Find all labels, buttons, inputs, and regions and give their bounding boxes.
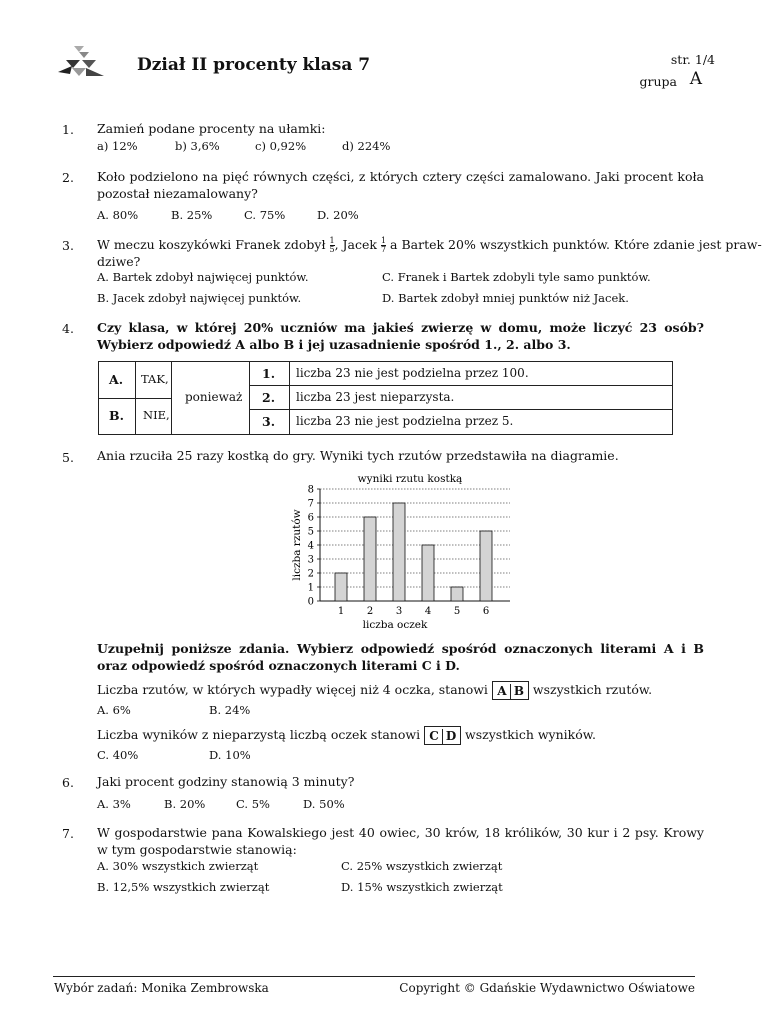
reason-number: 3. (262, 414, 276, 429)
answer-option: b) 3,6% (175, 139, 220, 153)
question-number: 6. (62, 775, 74, 790)
bar (335, 573, 347, 601)
y-tick-label: 5 (307, 526, 314, 538)
question-text: Ania rzuciła 25 razy kostką do gry. Wyniki tych rzutów przedstawiła na diagramie. (97, 448, 619, 463)
choice-box-cd[interactable] (424, 726, 461, 745)
bar (451, 587, 463, 601)
answer-option: D. 20% (317, 208, 359, 222)
option-a-letter: A. (109, 372, 124, 387)
bar (480, 531, 492, 601)
x-tick-label: 6 (482, 606, 490, 617)
question-number: 3. (62, 238, 74, 253)
answer-option: d) 224% (342, 139, 391, 153)
y-tick-label: 2 (307, 568, 314, 580)
option-b-letter: B. (109, 408, 124, 423)
question-text: W gospodarstwie pana Kowalskiego jest 40 owiec, 30 krów, 18 królików, 30 kur i 2 psy. Krowy w tym gospodarstwie stanowią: (97, 825, 704, 857)
answer-option: A. Bartek zdobył najwięcej punktów. (97, 270, 309, 284)
bar (393, 503, 405, 601)
answer-table (98, 361, 673, 435)
question-number: 4. (62, 321, 74, 336)
option-a-label: TAK, (141, 372, 169, 386)
answer-option: C. 25% wszystkich zwierząt (341, 859, 503, 873)
question-number: 2. (62, 170, 74, 185)
choice-c[interactable]: C (426, 729, 443, 744)
question-text: Zamień podane procenty na ułamki: (97, 121, 326, 136)
answer-option: B. 12,5% wszystkich zwierząt (97, 880, 270, 894)
y-tick-label: 8 (307, 484, 314, 496)
answer-option: C. 40% (97, 748, 139, 762)
question-text: W meczu koszykówki Franek zdobył $\frac{1}{5}$ , Jacek $\frac{1}{7}$ a Bartek 20% wszystkich punktów. Które zdanie jest praw- (97, 236, 762, 254)
footer-divider (53, 976, 695, 977)
answer-option: A. 6% (97, 703, 131, 717)
answer-option: a) 12% (97, 139, 138, 153)
answer-option: D. 15% wszystkich zwierząt (341, 880, 503, 894)
answer-option: c) 0,92% (255, 139, 307, 153)
y-tick-label: 1 (307, 582, 314, 594)
reason-number: 2. (262, 390, 276, 405)
y-tick-label: 7 (307, 498, 314, 510)
answer-option: D. 50% (303, 797, 345, 811)
reason-number: 1. (262, 366, 276, 381)
because-label: ponieważ (185, 390, 243, 404)
choice-d[interactable]: D (445, 729, 457, 743)
question-text: Koło podzielono na pięć równych części, z których cztery części zamalowano. Jaki procent koła pozostał niezamalowany? (97, 169, 704, 201)
y-tick-label: 0 (307, 596, 314, 608)
answer-option: A. 80% (97, 208, 139, 222)
option-b-label: NIE, (143, 408, 170, 422)
answer-option: B. Jacek zdobył najwięcej punktów. (97, 291, 302, 305)
x-axis-label: liczba oczek (362, 619, 428, 631)
answer-option: A. 3% (97, 797, 131, 811)
y-tick-label: 6 (307, 512, 314, 524)
x-tick-label: 5 (453, 606, 461, 617)
x-tick-label: 2 (366, 606, 374, 617)
group-letter: A (689, 69, 702, 89)
y-tick-label: 4 (307, 540, 314, 552)
answer-option: C. 5% (236, 797, 270, 811)
fill-sentence-2: Liczba wyników z nieparzystą liczbą oczek stanowi C D wszystkich wyników. (97, 727, 596, 743)
reason-text: liczba 23 jest nieparzysta. (296, 390, 455, 404)
footer-copyright: Copyright © Gdańskie Wydawnictwo Oświatowe (399, 981, 695, 995)
reason-text: liczba 23 nie jest podzielna przez 100. (296, 366, 529, 380)
answer-option: D. Bartek zdobył mniej punktów niż Jacek. (382, 291, 629, 305)
question-text-continued: dziwe? (97, 254, 141, 269)
answer-option: A. 30% wszystkich zwierząt (97, 859, 259, 873)
choice-box-ab[interactable] (492, 681, 529, 700)
y-tick-label: 3 (307, 554, 314, 566)
x-tick-label: 3 (395, 606, 403, 617)
reason-text: liczba 23 nie jest podzielna przez 5. (296, 414, 514, 428)
answer-option: C. 75% (244, 208, 286, 222)
publisher-logo (56, 42, 106, 78)
instruction-text: Uzupełnij poniższe zdania. Wybierz odpowiedź spośród oznaczonych literami A i B oraz odpowiedź spośród oznaczonych literami C i D. (97, 641, 704, 673)
bar (364, 517, 376, 601)
fill-sentence-1: Liczba rzutów, w których wypadły więcej niż 4 oczka, stanowi A B wszystkich rzutów. (97, 682, 653, 698)
question-number: 5. (62, 450, 74, 465)
answer-option: D. 10% (209, 748, 251, 762)
choice-b[interactable]: B (513, 684, 524, 698)
x-tick-label: 1 (337, 606, 345, 617)
question-text: Jaki procent godziny stanowią 3 minuty? (97, 774, 355, 789)
chart-title: wyniki rzutu kostką (357, 473, 463, 485)
answer-option: B. 20% (164, 797, 206, 811)
page-number: str. 1/4 (670, 52, 715, 67)
group-label: grupa (639, 74, 677, 89)
bar (422, 545, 434, 601)
dice-results-chart (280, 468, 520, 633)
question-number: 1. (62, 122, 74, 137)
fraction: $\frac{1}{5}$ (329, 236, 335, 254)
question-text: Czy klasa, w której 20% uczniów ma jakieś zwierzę w domu, może liczyć 23 osób? Wybierz odpowiedź A albo B i jej uzasadnienie spośród 1., 2. albo 3. (97, 320, 704, 352)
x-tick-label: 4 (424, 606, 432, 617)
answer-option: B. 24% (209, 703, 251, 717)
footer-author: Wybór zadań: Monika Zembrowska (54, 981, 269, 995)
choice-a[interactable]: A (494, 684, 511, 699)
page-title: Dział II procenty klasa 7 (137, 55, 371, 75)
question-number: 7. (62, 826, 74, 841)
fraction: $\frac{1}{7}$ (380, 236, 387, 254)
y-axis-label: liczba rzutów (291, 509, 303, 581)
answer-option: B. 25% (171, 208, 213, 222)
answer-option: C. Franek i Bartek zdobyli tyle samo punktów. (382, 270, 651, 284)
